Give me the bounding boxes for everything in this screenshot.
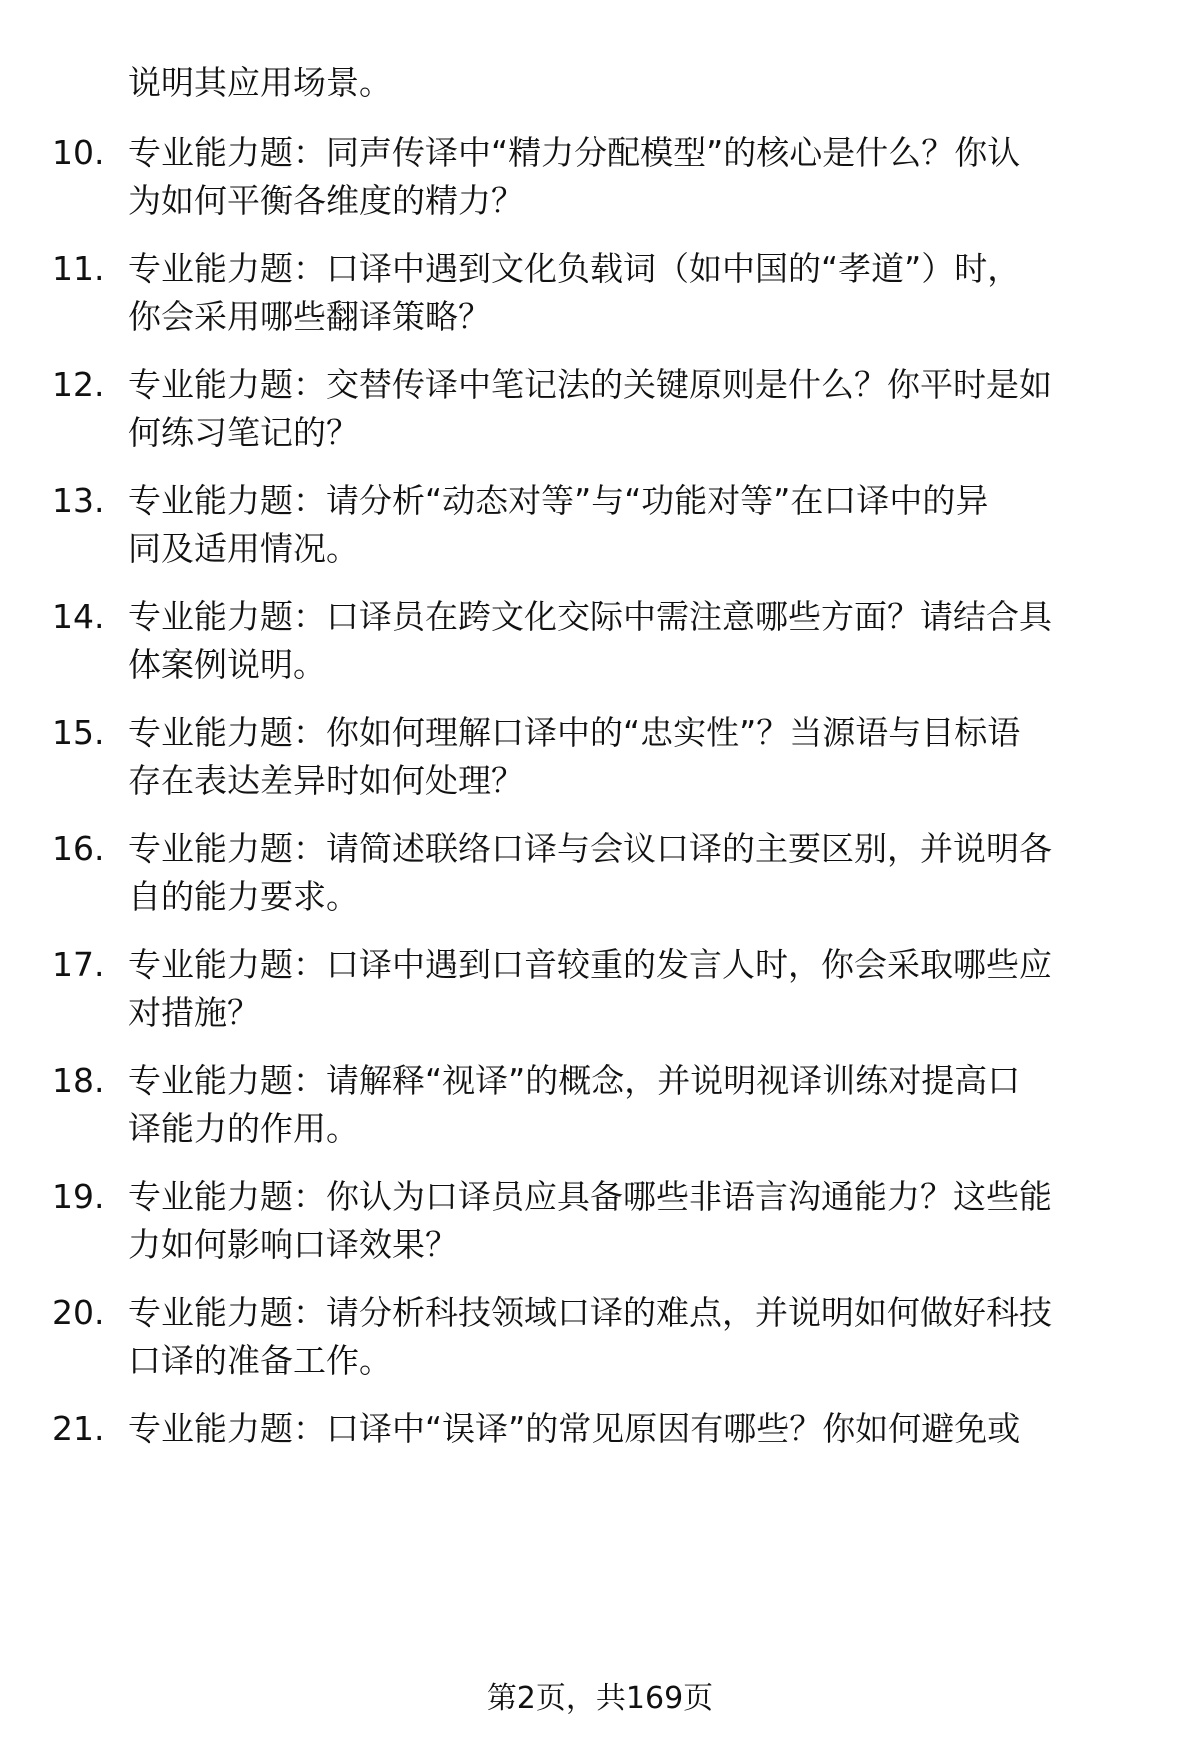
question-text-line: 为如何平衡各维度的精力？ (128, 181, 524, 220)
question-text-line: 专业能力题：交替传译中笔记法的关键原则是什么？你平时是如 (128, 365, 1052, 404)
continuation-text: 说明其应用场景。 (128, 63, 392, 102)
question-number: 16. (52, 829, 105, 868)
question-number: 11. (52, 249, 105, 288)
question-text-line: 专业能力题：请分析科技领域口译的难点，并说明如何做好科技 (128, 1293, 1052, 1332)
question-number: 15. (52, 713, 105, 752)
page-footer: 第2页，共169页 (486, 1681, 714, 1716)
question-text-line: 专业能力题：同声传译中“精力分配模型”的核心是什么？你认 (128, 133, 1021, 172)
question-text-line: 专业能力题：你认为口译员应具备哪些非语言沟通能力？这些能 (128, 1177, 1052, 1216)
question-number: 20. (52, 1293, 105, 1332)
question-text-line: 专业能力题：口译中“误译”的常见原因有哪些？你如何避免或 (128, 1409, 1021, 1448)
question-text-line: 何练习笔记的？ (128, 413, 359, 452)
question-text-line: 专业能力题：口译中遇到口音较重的发言人时，你会采取哪些应 (128, 945, 1052, 984)
question-text-line: 口译的准备工作。 (128, 1341, 392, 1380)
question-text-line: 对措施？ (128, 993, 260, 1032)
question-text-line: 专业能力题：请简述联络口译与会议口译的主要区别，并说明各 (128, 829, 1052, 868)
question-text-line: 专业能力题：请解释“视译”的概念，并说明视译训练对提高口 (128, 1061, 1021, 1100)
question-text-line: 专业能力题：请分析“动态对等”与“功能对等”在口译中的异 (128, 481, 989, 520)
question-text-line: 体案例说明。 (128, 645, 326, 684)
question-number: 17. (52, 945, 105, 984)
question-number: 19. (52, 1177, 105, 1216)
question-text-line: 你会采用哪些翻译策略？ (128, 297, 491, 336)
question-text-line: 译能力的作用。 (128, 1109, 359, 1148)
question-text-line: 同及适用情况。 (128, 529, 359, 568)
question-text-line: 自的能力要求。 (128, 877, 359, 916)
question-number: 13. (52, 481, 105, 520)
question-text-line: 专业能力题：你如何理解口译中的“忠实性”？当源语与目标语 (128, 713, 1021, 752)
question-text-line: 专业能力题：口译员在跨文化交际中需注意哪些方面？请结合具 (128, 597, 1052, 636)
question-number: 10. (52, 133, 105, 172)
question-number: 18. (52, 1061, 105, 1100)
question-text-line: 力如何影响口译效果？ (128, 1225, 458, 1264)
question-number: 14. (52, 597, 105, 636)
question-number: 12. (52, 365, 105, 404)
question-text-line: 存在表达差异时如何处理？ (128, 761, 524, 800)
question-text-line: 专业能力题：口译中遇到文化负载词（如中国的“孝道”）时， (128, 249, 1021, 288)
question-number: 21. (52, 1409, 105, 1448)
